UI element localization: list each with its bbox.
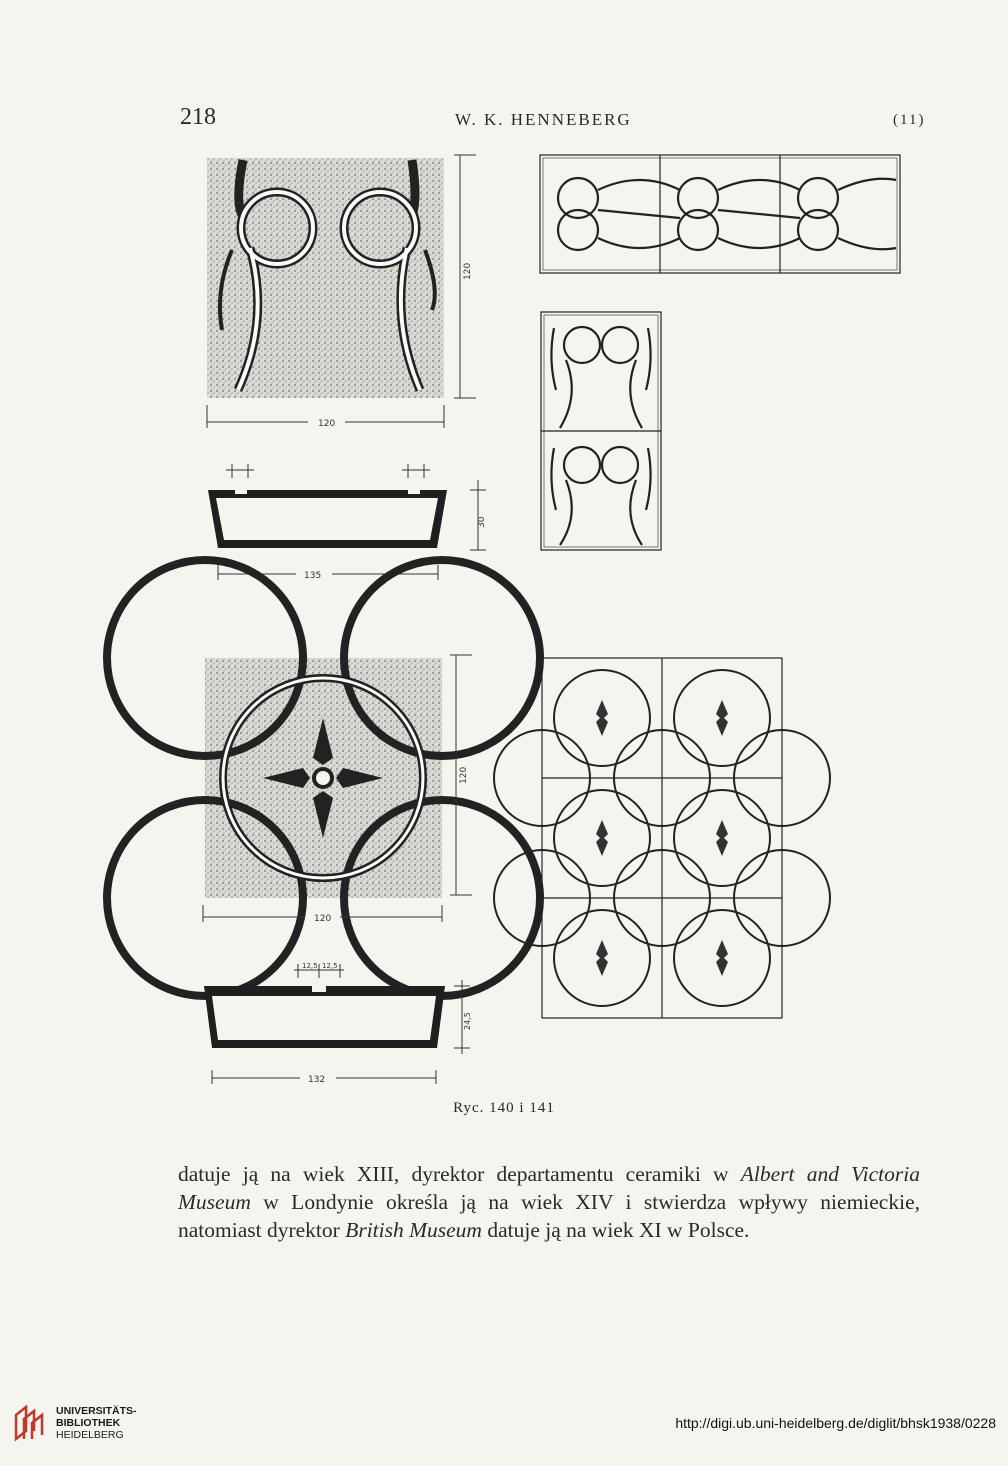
figure-caption: Ryc. 140 i 141 <box>453 1100 555 1116</box>
library-name-line2: BIBLIOTHEK <box>56 1417 121 1429</box>
body-paragraph <box>178 1160 920 1244</box>
permalink-url[interactable]: http://digi.ub.uni-heidelberg.de/diglit/bhsk1938/0228 <box>675 1415 996 1431</box>
library-name-line1: UNIVERSITÄTS- <box>56 1405 137 1417</box>
tile-141-height-label: 120 <box>459 766 469 784</box>
body-text-part3: datuje ją na wiek XI w Polsce. <box>481 1218 750 1242</box>
tile-140-photo <box>207 158 444 398</box>
tile-140-height-label: 120 <box>463 262 473 280</box>
tile-141-pattern-grid <box>494 658 830 1018</box>
tile-141-profile-height-label: 24,5 <box>463 1012 472 1030</box>
body-text-museum-2: British Museum <box>345 1218 482 1242</box>
tile-141-groove-b-label: 12,5 <box>322 962 338 970</box>
tile-141-profile-width-label: 132 <box>308 1075 326 1085</box>
tile-140-profile-width-label: 135 <box>304 571 322 581</box>
library-logo-icon <box>12 1405 48 1441</box>
tile-140-width-label: 120 <box>318 419 336 429</box>
body-text-museum-1: Albert and Victoria Museum <box>178 1162 920 1214</box>
running-head: W. K. HENNEBERG <box>455 110 632 129</box>
page-number: 218 <box>180 104 216 130</box>
library-name-line3: HEIDELBERG <box>56 1429 124 1441</box>
library-name <box>56 1405 137 1441</box>
tile-141-groove-a-label: 12,5 <box>302 962 318 970</box>
tile-141-width-label: 120 <box>314 914 332 924</box>
body-text-part1: datuje ją na wiek XIII, dyrektor departamentu ceramiki w <box>178 1162 741 1186</box>
tile-140-profile-height-label: 30 <box>477 516 487 528</box>
tile-141-profile <box>204 964 470 1084</box>
tile-140-pattern-horizontal <box>540 155 900 273</box>
section-number: (11) <box>893 112 926 128</box>
body-text-part2: w Londynie określa ją na wiek XIV i stwierdza wpływy niemieckie, natomiast dyrektor <box>178 1190 920 1242</box>
tile-140-pattern-vertical <box>541 312 661 550</box>
tile-141-photo <box>107 560 540 996</box>
page-footer <box>0 1395 1008 1445</box>
